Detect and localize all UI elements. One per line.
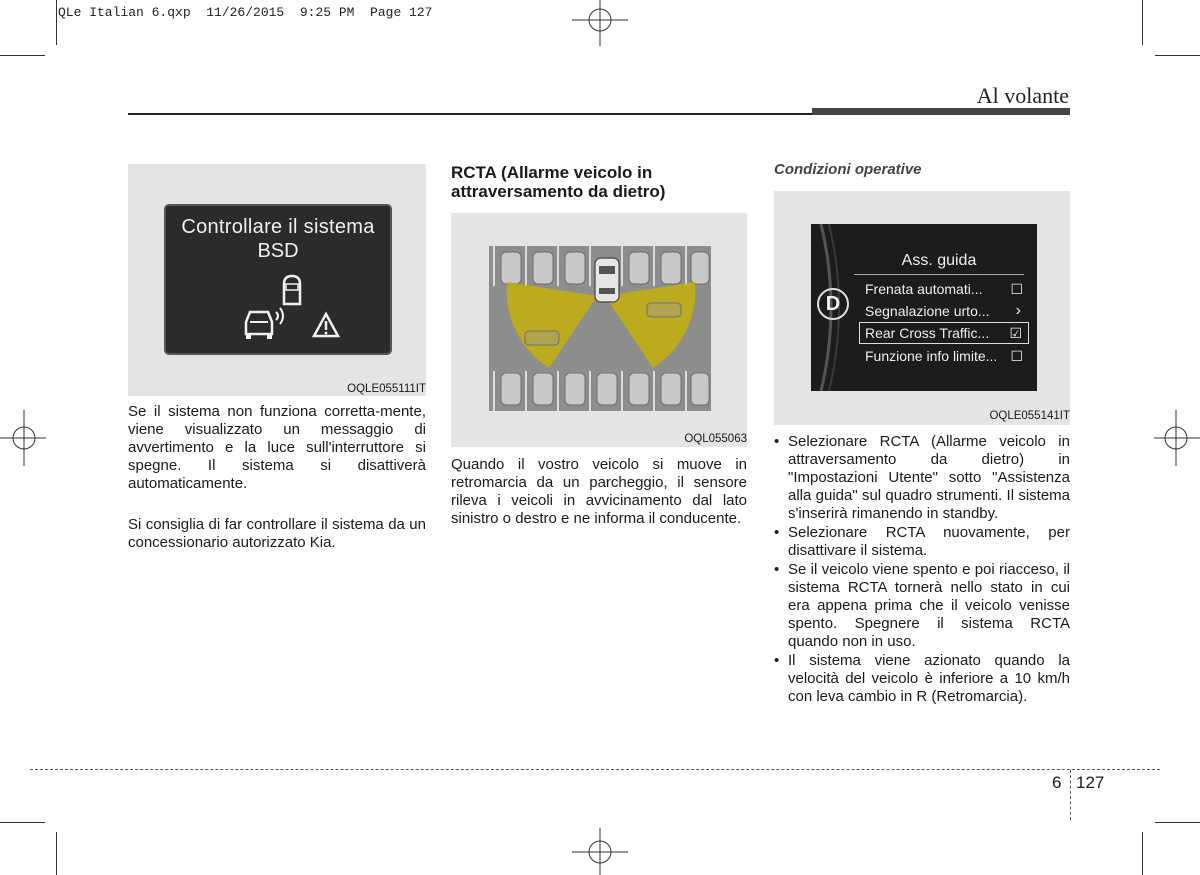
crop-mark (56, 832, 57, 875)
display-title-line1: Controllare il sistema (181, 216, 375, 238)
menu-item-frenata[interactable] (859, 278, 1029, 300)
menu-item-label: Rear Cross Traffic... (865, 325, 990, 341)
list-item: • Selezionare RCTA nuovamente, per disattivare il sistema. (774, 524, 1070, 560)
crop-mark (1155, 822, 1200, 823)
crop-mark (1155, 55, 1200, 56)
crop-mark (1142, 0, 1143, 45)
checkbox-icon[interactable]: ☐ (1010, 348, 1023, 364)
paragraph: Quando il vostro veicolo si muove in retromarcia da un parcheggio, il sensore rileva i veicoli in avvicinamento dal lato sinistro o destro e ne informa il conducente. (451, 456, 747, 527)
menu-title-rule (854, 274, 1024, 275)
registration-mark (0, 410, 46, 466)
list-item: • Se il veicolo viene spento e poi riacceso, il sistema RCTA tornerà nello stato in cui era appena prima che il veicolo venisse spento. Spegnere il sistema RCTA quando non in uso. (774, 561, 1070, 651)
crop-mark (1142, 832, 1143, 875)
registration-mark (1154, 410, 1200, 466)
menu-item-rear-cross-traffic[interactable] (859, 322, 1029, 344)
parking-lot-diagram (489, 246, 711, 411)
running-head: Al volante (976, 83, 1069, 108)
checkbox-checked-icon[interactable]: ☑ (1009, 325, 1022, 341)
list-item: • Selezionare RCTA (Allarme veicolo in attraversamento da dietro) in "Impostazioni Utente" sotto "Assistenza alla guida" sul quadro strumenti. Il sistema s'inserirà rimanendo in standby. (774, 433, 1070, 523)
crop-mark (0, 822, 45, 823)
crop-mark (56, 0, 57, 45)
menu-item-label: Segnalazione urto... (865, 303, 990, 319)
chevron-right-icon[interactable]: › (1015, 302, 1021, 319)
bsd-warning-display (164, 204, 392, 355)
cluster-menu-figure (774, 191, 1070, 425)
figure-caption: OQLE055141IT (989, 410, 1070, 422)
page-number: 127 (1076, 773, 1105, 792)
crop-mark (0, 55, 45, 56)
footer-dashed-rule (30, 769, 1160, 770)
registration-mark (572, 826, 628, 875)
gear-indicator: D (817, 288, 849, 320)
chapter-number: 6 (1052, 773, 1062, 792)
footer-dashed-divider (1070, 770, 1071, 820)
paragraph: Se il sistema non funziona corretta-mente, viene visualizzato un messaggio di avvertimento e la luce sull'interruttore si spegne. Il sistema si disattiverà automaticamente. (128, 403, 426, 492)
registration-mark (572, 0, 628, 48)
figure-caption: OQL055063 (684, 433, 747, 445)
header-rule-thick (812, 108, 1070, 115)
menu-item-label: Funzione info limite... (865, 348, 998, 364)
section-heading: RCTA (Allarme veicolo in attraversamento da dietro) (451, 163, 666, 201)
menu-title: Ass. guida (901, 252, 977, 269)
checkbox-icon[interactable]: ☐ (1010, 281, 1023, 297)
rcta-figure (451, 213, 747, 447)
bullet-list (774, 433, 1070, 707)
list-item: • Il sistema viene azionato quando la velocità del veicolo è inferiore a 10 km/h con leva cambio in R (Retromarcia). (774, 652, 1070, 706)
menu-item-label: Frenata automati... (865, 281, 983, 297)
subsection-heading: Condizioni operative (774, 161, 922, 178)
header-rule-thin (128, 113, 812, 115)
figure-caption: OQLE055111IT (347, 383, 426, 395)
menu-list (859, 278, 1029, 367)
bsd-figure (128, 164, 426, 396)
paragraph: Si consiglia di far controllare il sistema da un concessionario autorizzato Kia. (128, 516, 426, 551)
bsd-warning-icon (240, 270, 340, 345)
print-slug: QLe Italian 6.qxp 11/26/2015 9:25 PM Page 127 (58, 5, 433, 20)
menu-item-segnalazione[interactable] (859, 300, 1029, 322)
menu-item-funzione-info[interactable] (859, 345, 1029, 367)
display-title-line2: BSD (257, 240, 299, 262)
cluster-display (811, 224, 1037, 391)
